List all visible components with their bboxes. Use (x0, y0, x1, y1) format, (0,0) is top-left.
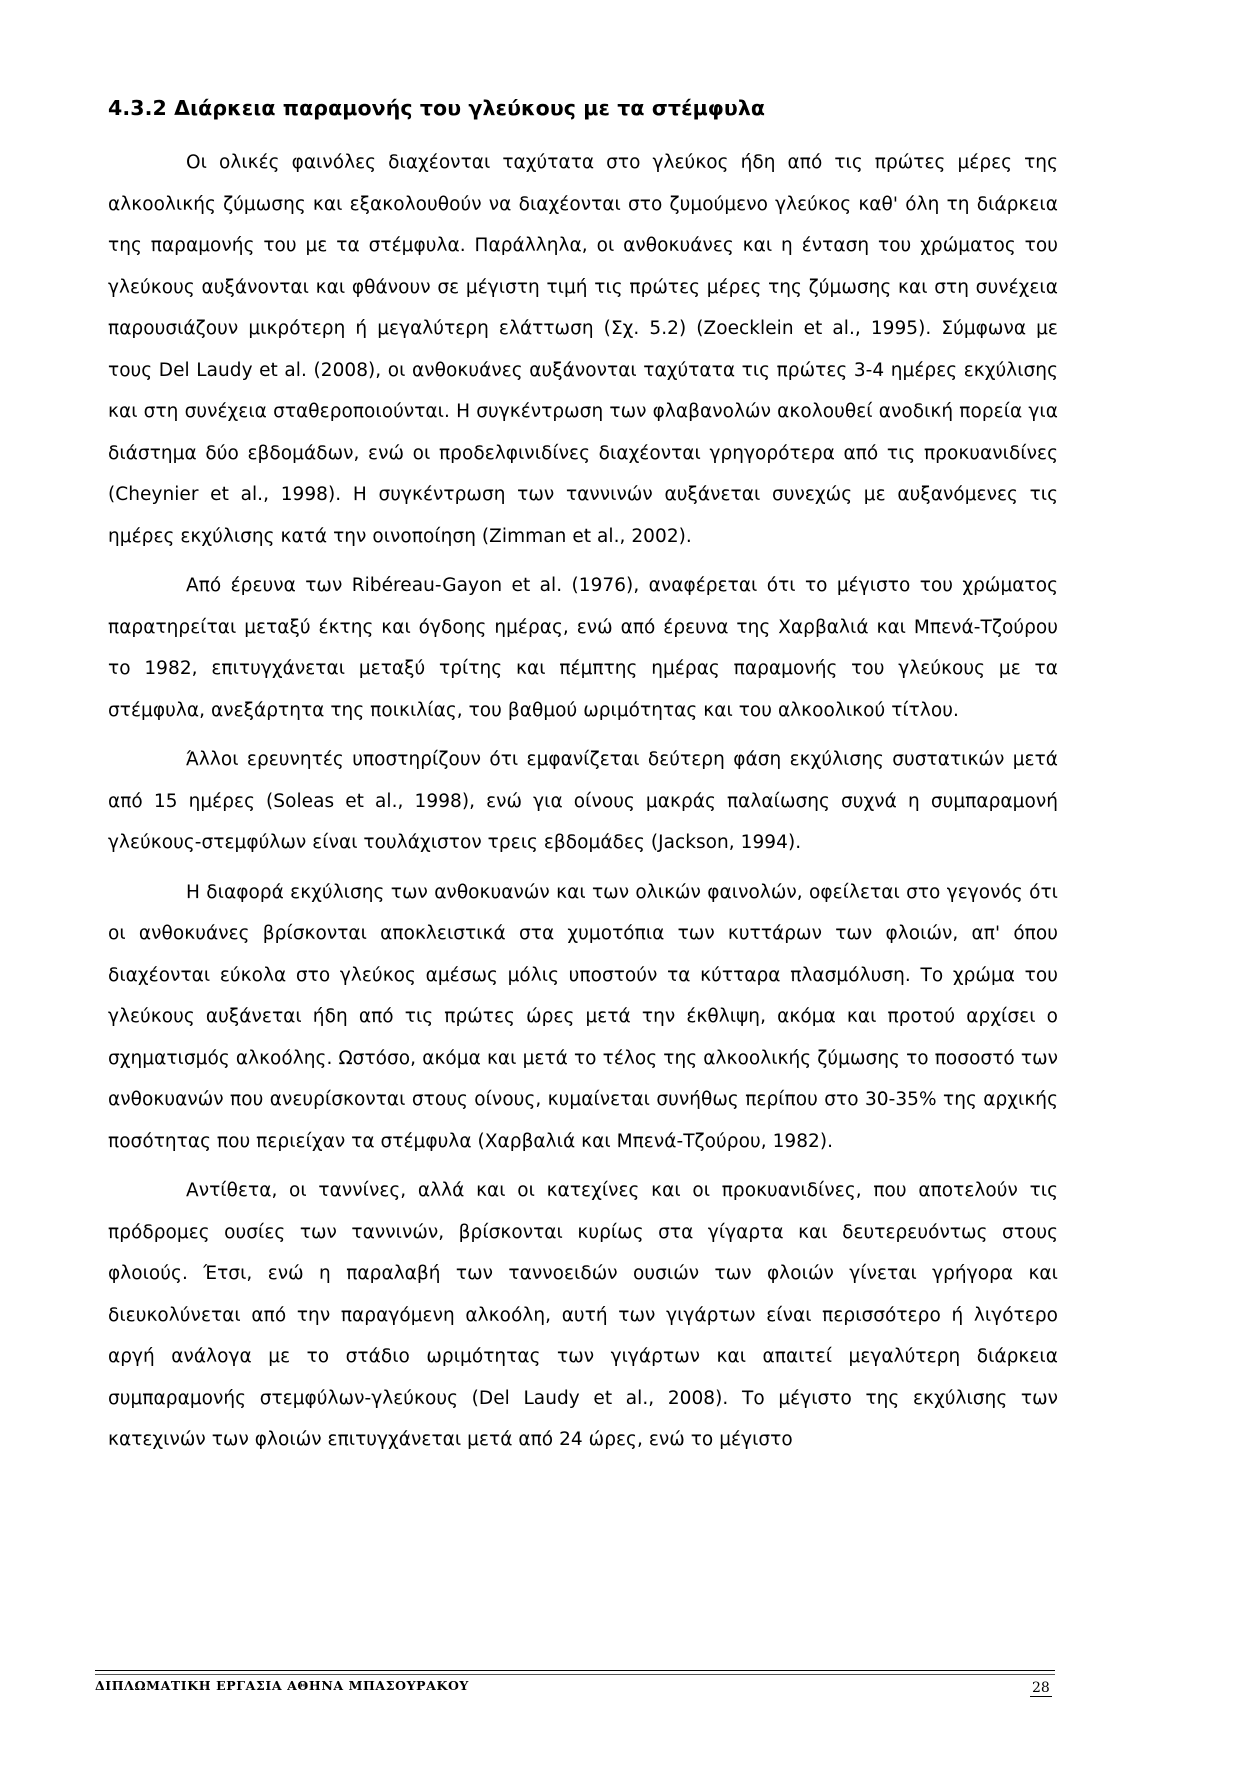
footer-title: ΔΙΠΛΩΜΑΤΙΚΗ ΕΡΓΑΣΙΑ ΑΘΗΝΑ ΜΠΑΣΟΥΡΑΚΟΥ (95, 1678, 469, 1693)
paragraph-1: Οι ολικές φαινόλες διαχέονται ταχύτατα στο γλεύκος ήδη από τις πρώτες μέρες της αλκοολικής ζύμωσης και εξακολουθούν να διαχέονται στο ζυμούμενο γλεύκος καθ' όλη τη διάρκεια της παραμονής του με τα στέμφυλα. Παράλληλα, οι ανθοκυάνες και η ένταση του χρώματος του γλεύκους αυξάνονται και φθάνουν σε μέγιστη τιμή τις πρώτες μέρες της ζύμωσης και στη συνέχεια παρουσιάζουν μικρότερη ή μεγαλύτερη ελάττωση (Σχ. 5.2) (Zoecklein et al., 1995). Σύμφωνα με τους Del Laudy et al. (2008), οι ανθοκυάνες αυξάνονται ταχύτατα τις πρώτες 3-4 ημέρες εκχύλισης και στη συνέχεια σταθεροποιούνται. Η συγκέντρωση των φλαβανολών ακολουθεί ανοδική πορεία για διάστημα δύο εβδομάδων, ενώ οι προδελφινιδίνες διαχέονται γρηγορότερα από τις προκυανιδίνες (Cheynier et al., 1998). Η συγκέντρωση των ταννινών αυξάνεται συνεχώς με αυξανόμενες τις ημέρες εκχύλισης κατά την οινοποίηση (Zimman et al., 2002). (108, 152, 1058, 547)
paragraph-4: Η διαφορά εκχύλισης των ανθοκυανών και των ολικών φαινολών, οφείλεται στο γεγονός ότι οι ανθοκυάνες βρίσκονται αποκλειστικά στα χυμοτόπια των κυττάρων των φλοιών, απ' όπου διαχέονται εύκολα στο γλεύκος αμέσως μόλις υποστούν τα κύτταρα πλασμόλυση. Το χρώμα του γλεύκους αυξάνεται ήδη από τις πρώτες ώρες μετά την έκθλιψη, ακόμα και προτού αρχίσει ο σχηματισμός αλκοόλης. Ωστόσο, ακόμα και μετά το τέλος της αλκοολικής ζύμωσης το ποσοστό των ανθοκυανών που ανευρίσκονται στους οίνους, κυμαίνεται συνήθως περίπου στο 30-35% της αρχικής ποσότητας που περιείχαν τα στέμφυλα (Χαρβαλιά και Μπενά-Τζούρου, 1982). (108, 881, 1058, 1152)
body-text (108, 142, 1058, 1469)
paragraph-2: Από έρευνα των Ribéreau-Gayon et al. (1976), αναφέρεται ότι το μέγιστο του χρώματος παρατηρείται μεταξύ έκτης και όγδοης ημέρας, ενώ από έρευνα της Χαρβαλιά και Μπενά-Τζούρου το 1982, επιτυγχάνεται μεταξύ τρίτης και πέμπτης ημέρας παραμονής του γλεύκους με τα στέμφυλα, ανεξάρτητα της ποικιλίας, του βαθμού ωριμότητας και του αλκοολικού τίτλου. (108, 575, 1058, 721)
paragraph-5: Αντίθετα, οι ταννίνες, αλλά και οι κατεχίνες και οι προκυανιδίνες, που αποτελούν τις πρόδρομες ουσίες των ταννινών, βρίσκονται κυρίως στα γίγαρτα και δευτερευόντως στους φλοιούς. Έτσι, ενώ η παραλαβή των ταννοειδών ουσιών των φλοιών γίνεται γρήγορα και διευκολύνεται από την παραγόμενη αλκοόλη, αυτή των γιγάρτων είναι περισσότερο ή λιγότερο αργή ανάλογα με το στάδιο ωριμότητας των γιγάρτων και απαιτεί μεγαλύτερη διάρκεια συμπαραμονής στεμφύλων-γλεύκους (Del Laudy et al., 2008). Το μέγιστο της εκχύλισης των κατεχινών των φλοιών επιτυγχάνεται μετά από 24 ώρες, ενώ το μέγιστο (108, 1180, 1058, 1450)
footer-divider (95, 1670, 1055, 1671)
paragraph-3: Άλλοι ερευνητές υποστηρίζουν ότι εμφανίζεται δεύτερη φάση εκχύλισης συστατικών μετά από 15 ημέρες (Soleas et al., 1998), ενώ για οίνους μακράς παλαίωσης συχνά η συμπαραμονή γλεύκους-στεμφύλων είναι τουλάχιστον τρεις εβδομάδες (Jackson, 1994). (108, 749, 1058, 853)
section-heading: 4.3.2 Διάρκεια παραμονής του γλεύκους με τα στέμφυλα (108, 96, 766, 120)
footer-divider-secondary (95, 1674, 1055, 1675)
page-number: 28 (1032, 1680, 1050, 1696)
